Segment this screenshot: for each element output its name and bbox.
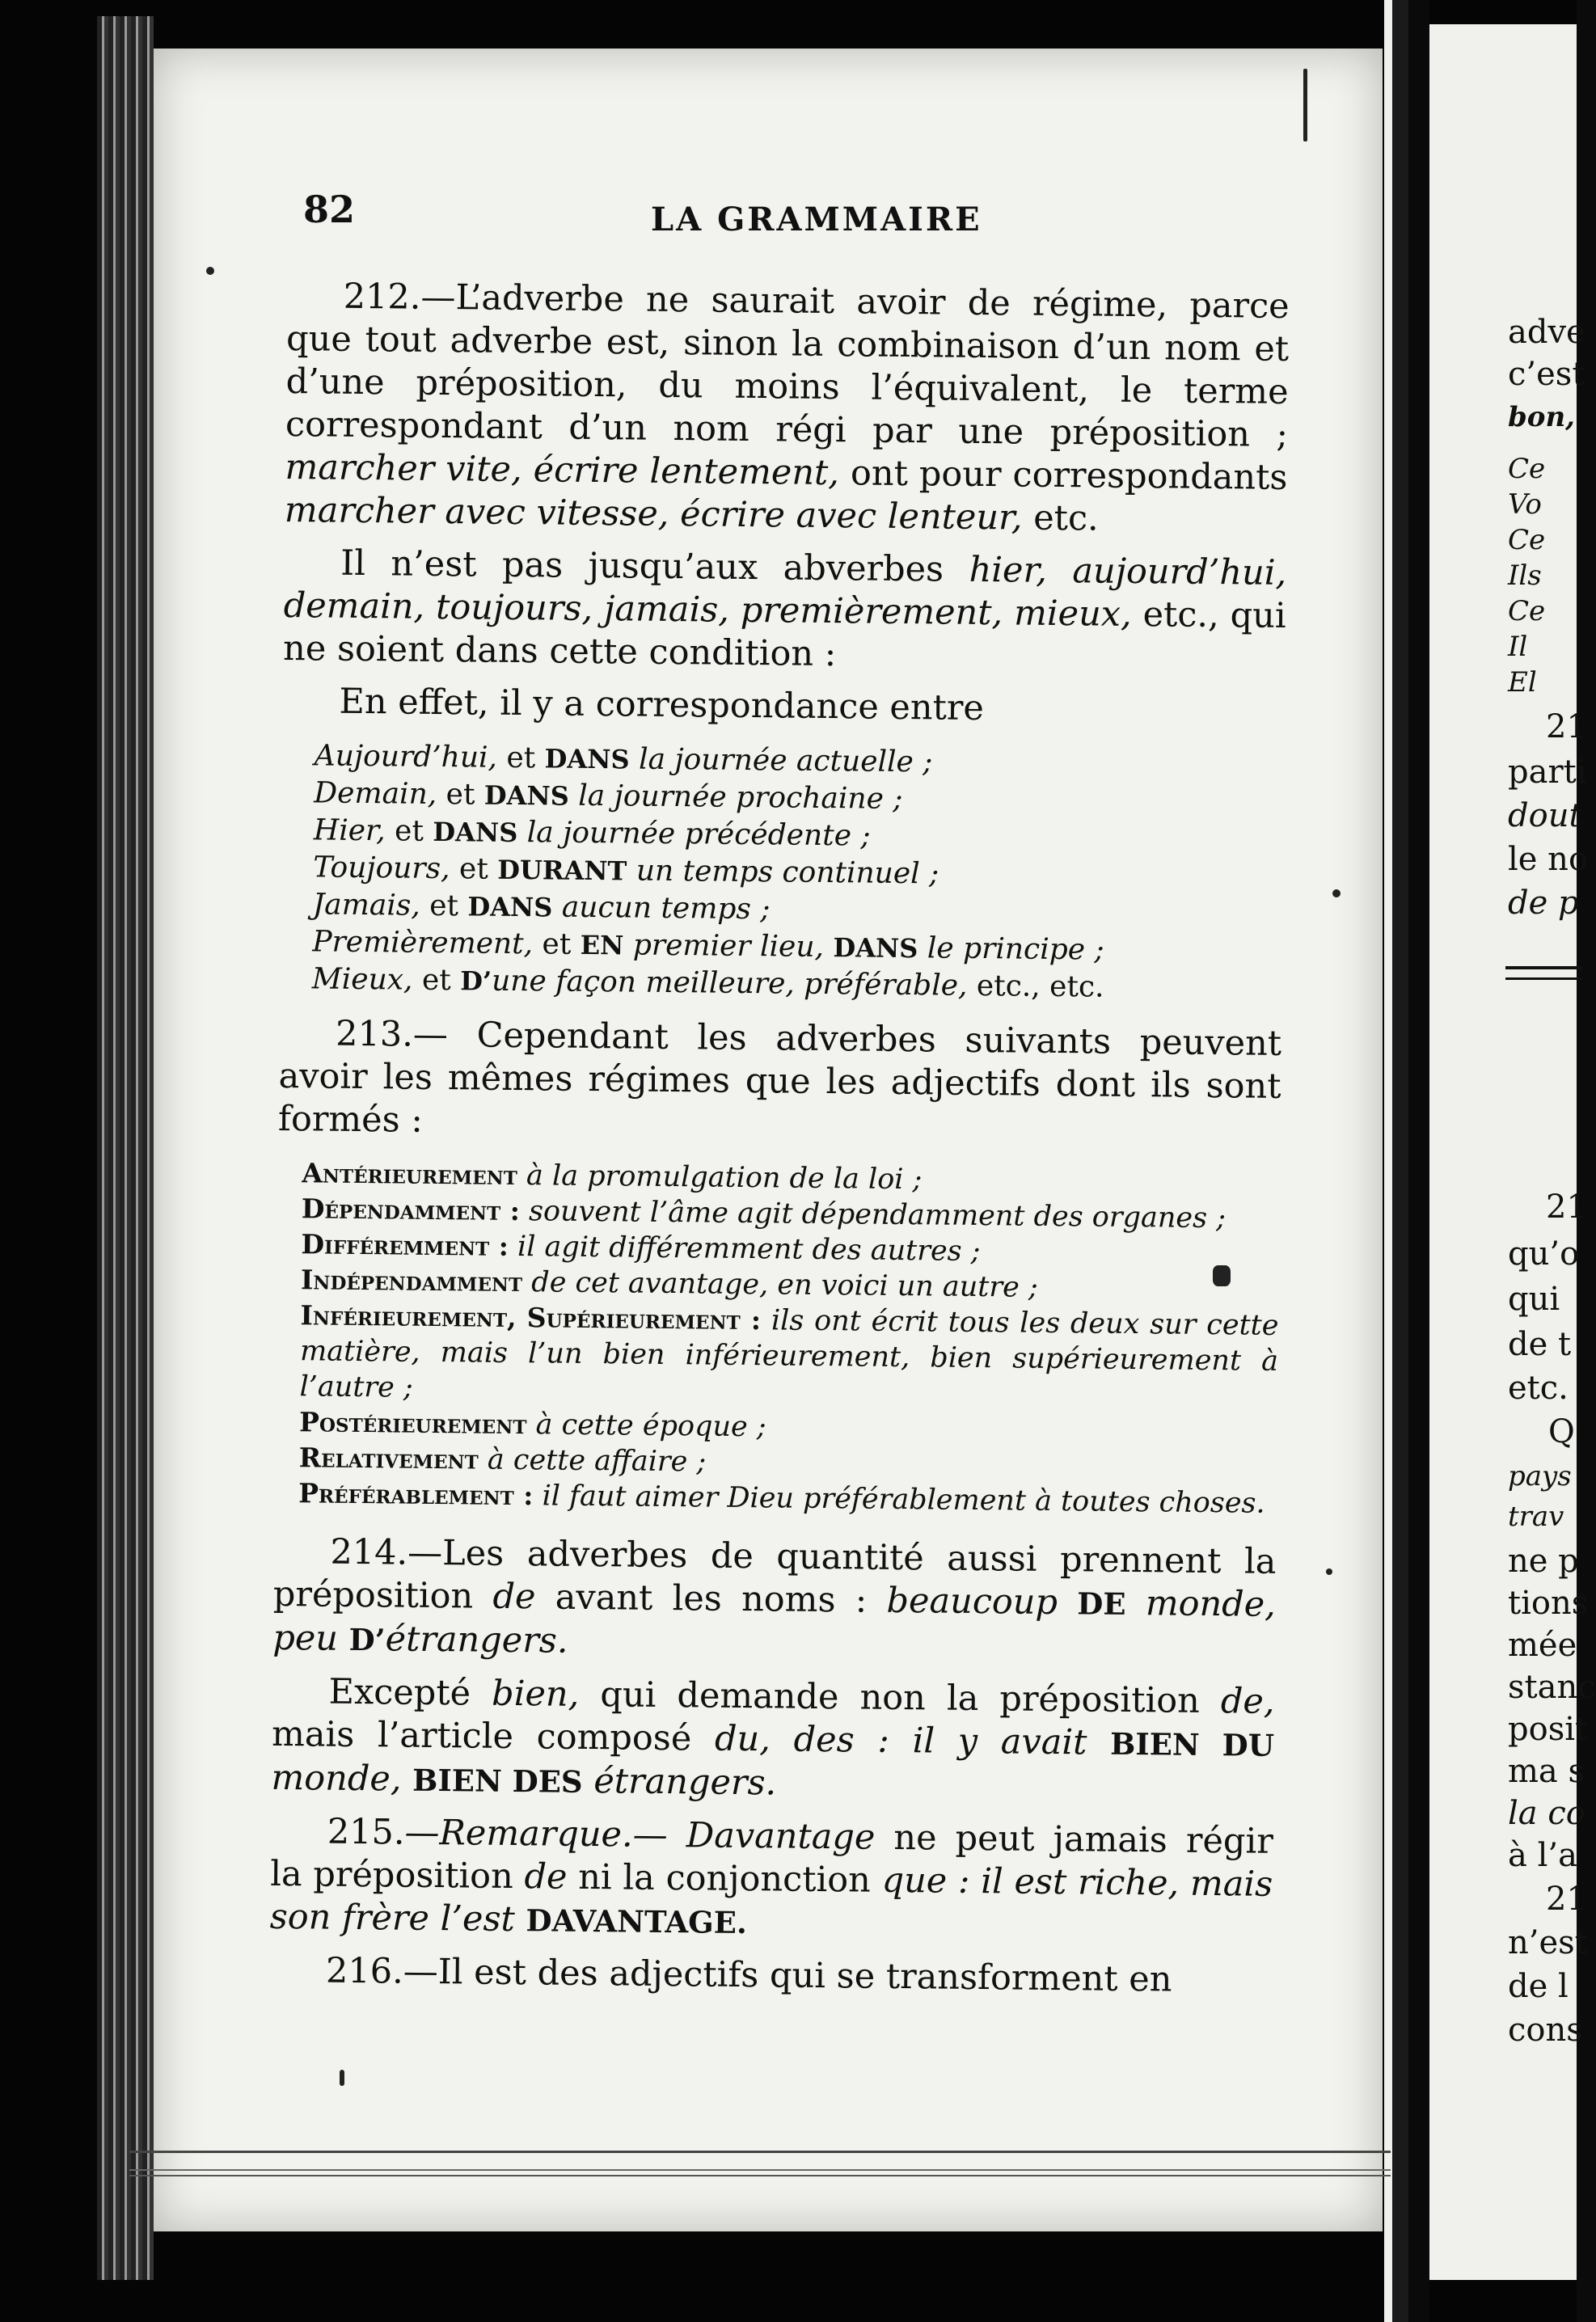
list-et: et — [458, 852, 488, 886]
right-page-fragment: Il — [1508, 631, 1528, 663]
right-page-fragment: pays — [1508, 1460, 1572, 1492]
right-page-fragment: Ce — [1508, 524, 1546, 556]
list-prep: D’ — [459, 965, 492, 997]
list-gloss: premier lieu, — [632, 928, 825, 964]
paragraph-213 — [278, 1012, 1282, 1151]
right-page-fragment: 21 — [1546, 708, 1587, 745]
text-run: qui demande non la préposition — [600, 1674, 1201, 1721]
main-text — [269, 275, 1290, 2012]
adverb-example: souvent l’âme agit dépendamment des organes ; — [528, 1195, 1227, 1235]
right-page-fragment: adve — [1508, 314, 1585, 351]
right-page-fragment: etc. — [1508, 1370, 1569, 1407]
adverb-term: Antérieurement — [302, 1157, 518, 1192]
list-word: Mieux, — [311, 962, 413, 997]
text-run: —Les adverbes de quantité aussi prennent la préposition — [272, 1532, 1277, 1617]
italic-run: marcher avec vitesse, écrire avec lenteur, — [284, 489, 1023, 538]
right-page-fragment: El — [1508, 666, 1537, 699]
italic-run: de, — [1220, 1681, 1275, 1722]
right-page-fragment: ma s — [1508, 1753, 1585, 1790]
right-page-fragment: parti — [1508, 754, 1587, 791]
list-prep: DANS — [833, 932, 918, 965]
ink-speck — [206, 267, 214, 275]
italic-run: marcher vite, écrire lentement, — [285, 446, 840, 494]
list-word: Demain, — [314, 776, 437, 811]
text-run: ni la conjonction — [578, 1856, 872, 1901]
text-run: avant les noms : — [555, 1577, 868, 1621]
right-page-fragment: cons — [1508, 2012, 1583, 2049]
paragraph-212 — [285, 275, 1290, 543]
adverb-example: ils ont écrit tous les deux sur cette matière, mais l’un bien inférieurement, bien supérieurement à l’autre ; — [299, 1304, 1279, 1404]
italic-run: beaucoup — [886, 1580, 1058, 1623]
right-page-fragment: Ce — [1508, 453, 1546, 485]
right-page-fragment: n’est — [1508, 1924, 1588, 1961]
adverb-term: Relativement — [298, 1442, 479, 1476]
list-prep: DANS — [544, 743, 630, 775]
adverb-term: Dépendamment : — [301, 1193, 521, 1227]
text-run: mais l’article composé — [271, 1713, 692, 1759]
right-page-fragment: tions — [1508, 1585, 1589, 1622]
list-word: Premièrement, — [312, 925, 534, 961]
italic-run: de — [524, 1856, 568, 1898]
italic-run: bien, — [491, 1673, 580, 1715]
list-gloss: une façon meilleure, préférable, — [491, 964, 968, 1003]
adverb-example: à la promulgation de la loi ; — [526, 1159, 923, 1197]
text-run: ne peut jamais régir la préposition — [270, 1817, 1274, 1898]
italic-run: que : il est riche, mais son frère l’est — [269, 1860, 1273, 1940]
list-et: et — [542, 927, 572, 961]
adverb-example: il agit différemment des autres ; — [517, 1231, 981, 1269]
list-gloss: la journée prochaine ; — [578, 779, 903, 817]
adverb-term: Différemment : — [301, 1228, 509, 1262]
ink-speck — [1303, 69, 1307, 141]
adverb-term: Préférablement : — [298, 1477, 534, 1512]
list-gloss: la journée précédente ; — [526, 816, 871, 853]
text-run: etc. — [1032, 497, 1100, 539]
list-word: Toujours, — [313, 851, 450, 886]
right-page-fragment: Ils — [1508, 559, 1542, 592]
bottom-rule — [129, 2175, 1391, 2183]
smallcaps-run: D’ — [348, 1621, 386, 1658]
list-item — [299, 1298, 1278, 1415]
right-page-fragment: dout — [1508, 797, 1582, 834]
list-tail: etc., etc. — [976, 969, 1104, 1004]
book-gutter — [1384, 0, 1429, 2322]
paragraph-212c: En effet, il y a correspondance entre — [339, 681, 985, 729]
italic-run: étrangers. — [593, 1761, 777, 1804]
adverb-example: à cette affaire ; — [487, 1443, 707, 1479]
right-page-fragment: à l’a — [1508, 1837, 1577, 1874]
adverb-example: il faut aimer Dieu préférablement à toutes choses. — [542, 1480, 1265, 1520]
correspondence-list — [280, 737, 1285, 1008]
list-prep: DANS — [467, 891, 553, 923]
list-prep: DANS — [433, 816, 518, 849]
right-page-fragment: posit — [1508, 1711, 1589, 1748]
right-page-fragment: de p — [1508, 884, 1579, 922]
list-gloss: un temps continuel ; — [635, 854, 939, 891]
italic-run: monde, peu — [272, 1583, 1277, 1659]
section-number: 215. — [327, 1811, 405, 1853]
list-et: et — [421, 963, 451, 998]
italic-run: de — [492, 1576, 536, 1618]
right-page-fragment: Ce — [1508, 595, 1546, 627]
list-word: Jamais, — [312, 888, 420, 922]
smallcaps-run: DE — [1077, 1585, 1126, 1622]
adverb-term: Inférieurement, Supérieurement : — [300, 1299, 762, 1336]
list-gloss: le principe ; — [927, 931, 1104, 967]
right-page-fragment: de t — [1508, 1326, 1572, 1363]
list-et: et — [394, 814, 424, 848]
list-prep: EN — [580, 929, 624, 961]
right-page-fragment: c’est — [1508, 356, 1585, 393]
text-run: etc., qui ne soient dans cette condition : — [282, 594, 1286, 675]
right-page-fragment: qu’o — [1508, 1235, 1580, 1273]
smallcaps-run: DAVANTAGE. — [526, 1902, 748, 1941]
right-page-rule — [1505, 966, 1582, 980]
italic-run: monde, — [271, 1757, 402, 1800]
right-page-fragment: trav — [1508, 1501, 1564, 1533]
text-run: Il n’est pas jusqu’aux abverbes — [340, 543, 944, 590]
right-page-fragment: qui — [1508, 1281, 1560, 1318]
paragraph-214 — [272, 1530, 1277, 1671]
adverb-example: de cet avantage, en voici un autre ; — [531, 1266, 1038, 1304]
running-head: LA GRAMMAIRE — [651, 201, 982, 239]
bottom-rule — [129, 2151, 1391, 2171]
text-run: —L’adverbe ne saurait avoir de régime, parce que tout adverbe est, sinon la combinaison d’un nom et d’une préposition, du moins l’équivalent, le terme correspondant d’un nom régi par une préposition ; — [285, 277, 1290, 455]
right-page-fragment: ne p — [1508, 1543, 1579, 1580]
list-et: et — [506, 741, 536, 775]
adverb-term: Indépendamment — [300, 1264, 523, 1298]
text-run: — Cependant les adverbes suivants peuvent avoir les mêmes régimes que les adjectifs dont ils sont formés : — [277, 1014, 1282, 1141]
text-run: ont pour correspondants — [850, 453, 1288, 498]
list-word: Aujourd’hui, — [314, 739, 498, 775]
adverb-example: à cette époque ; — [535, 1408, 766, 1444]
right-page-fragment: bon, — [1508, 401, 1576, 433]
smallcaps-run: BIEN DU — [1109, 1725, 1275, 1763]
text-run: —Il est des adjectifs qui se transforment en — [403, 1951, 1172, 2000]
right-page-fragment: de l — [1508, 1968, 1569, 2005]
list-prep: DANS — [483, 779, 570, 812]
right-page-fragment: Vo — [1508, 488, 1542, 521]
paragraph-214b — [271, 1670, 1275, 1811]
section-number: 213. — [335, 1013, 414, 1055]
section-number: 216. — [325, 1950, 404, 1992]
section-number: 212. — [343, 276, 421, 318]
adverb-list — [274, 1155, 1281, 1522]
ink-speck — [1332, 889, 1341, 897]
section-number: 214. — [330, 1531, 408, 1573]
italic-run: étrangers. — [385, 1619, 568, 1661]
paragraph-212b — [283, 542, 1287, 681]
list-et: et — [429, 889, 459, 923]
adverb-term: Postérieurement — [298, 1406, 527, 1441]
right-page-fragment: stanc — [1508, 1669, 1596, 1706]
italic-run: hier, aujourd’hui, demain, toujours, jamais, premièrement, mieux, — [283, 549, 1287, 635]
right-page-fragment: la co — [1508, 1795, 1585, 1832]
ink-speck — [1326, 1568, 1332, 1575]
smallcaps-run: BIEN DES — [412, 1762, 583, 1800]
list-prep: DURANT — [497, 854, 627, 887]
list-gloss: aucun temps ; — [561, 890, 771, 927]
right-page-fragment: le no — [1508, 841, 1589, 878]
right-page-fragment: 21 — [1546, 1881, 1587, 1918]
paragraph-215 — [269, 1810, 1273, 1950]
list-word: Hier, — [313, 813, 386, 848]
italic-run: —Remarque.— Davantage — [404, 1812, 876, 1858]
italic-run: du, des : il y avait — [714, 1718, 1087, 1763]
text-run: Excepté — [328, 1671, 471, 1714]
right-page-fragment: 21 — [1546, 1188, 1587, 1226]
ink-speck — [340, 2070, 344, 2086]
list-gloss: la journée actuelle ; — [638, 742, 933, 779]
list-et: et — [445, 778, 475, 812]
paragraph-216 — [269, 1949, 1272, 2003]
page-number: 82 — [303, 188, 356, 231]
right-page-fragment: Q — [1548, 1413, 1575, 1450]
right-page-fragment: mée — [1508, 1627, 1577, 1664]
